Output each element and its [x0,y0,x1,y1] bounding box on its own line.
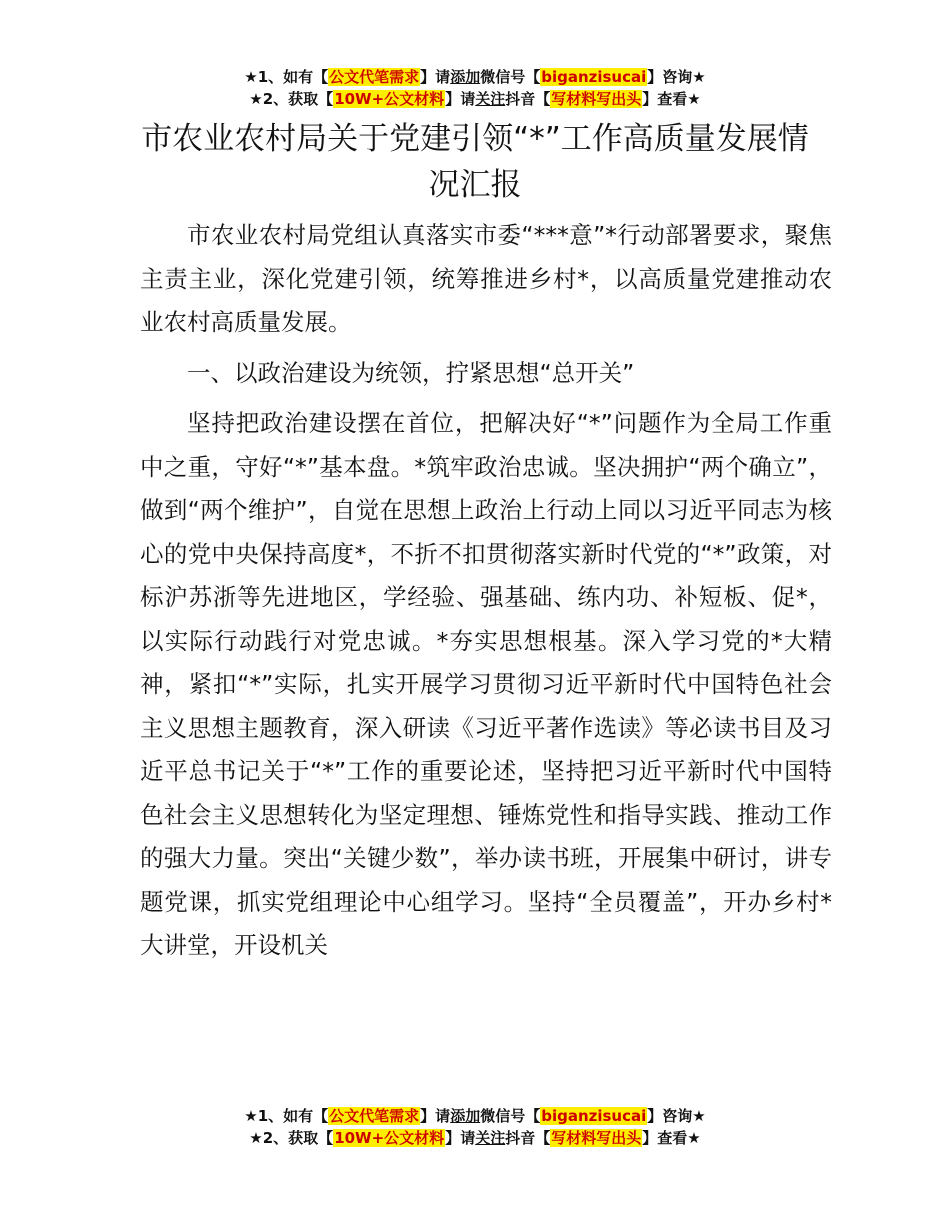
promo-wechat-id: biganzisucai [541,1107,647,1125]
promo-banner-bottom [0,1105,950,1149]
promo-banner-top [0,66,950,110]
promo-text: ★1、如有【 [244,68,329,86]
promo-text: 】请 [445,1129,476,1147]
promo-underlined-text: 添加 [450,68,481,86]
promo-douyin-name: 写材料写出头 [551,1129,642,1147]
promo-underlined-text: 关注 [475,90,506,108]
promo-text: 抖音【 [505,1129,551,1147]
promo-text: 】咨询★ [647,1107,706,1125]
promo-text: 】请 [420,68,451,86]
promo-line-1 [0,66,950,88]
promo-text: 抖音【 [505,90,551,108]
promo-highlight: 10W+公文材料 [334,1129,445,1147]
body-paragraph: 坚持把政治建设摆在首位，把解决好“*”问题作为全局工作重中之重，守好“*”基本盘。*筑牢政治忠诚。坚决拥护“两个确立”，做到“两个维护”，自觉在思想上政治上行动上同以习近平同志为核心的党中央保持高度*，不折不扣贯彻落实新时代党的“*”政策，对标沪苏浙等先进地区，学经验、强基础、练内功、补短板、促*，以实际行动践行对党忠诚。*夯实思想根基。深入学习党的*大精神，紧扣“*”实际，扎实开展学习贯彻习近平新时代中国特色社会主义思想主题教育，深入研读《习近平著作选读》等必读书目及习近平总书记关于“*”工作的重要论述，坚持把习近平新时代中国特色社会主义思想转化为坚定理想、锤炼党性和指导实践、推动工作的强大力量。突出“关键少数”，举办读书班，开展集中研讨，讲专题党课，抓实党组理论中心组学习。坚持“全员覆盖”，开办乡村*大讲堂，开设机关 [140,409,832,959]
promo-text: 】查看★ [642,1129,701,1147]
promo-highlight: 10W+公文材料 [334,90,445,108]
section-heading: 一、以政治建设为统领，拧紧思想“总开关” [187,358,635,387]
promo-line-1 [0,1105,950,1127]
promo-text: 】查看★ [642,90,701,108]
promo-wechat-id: biganzisucai [541,68,647,86]
promo-line-2 [0,88,950,110]
promo-text: 】咨询★ [647,68,706,86]
promo-text: 微信号【 [480,1107,541,1125]
document-body [140,214,832,975]
promo-text: ★2、获取【 [249,1129,334,1147]
promo-text: 】请 [420,1107,451,1125]
promo-highlight: 公文代笔需求 [329,68,420,86]
promo-text: 微信号【 [480,68,541,86]
promo-text: ★1、如有【 [244,1107,329,1125]
document-title: 市农业农村局关于党建引领“*”工作高质量发展情况汇报 [141,121,809,203]
promo-underlined-text: 添加 [450,1107,481,1125]
intro-paragraph: 市农业农村局党组认真落实市委“***意”*行动部署要求，聚焦主责主业，深化党建引领，统筹推进乡村*，以高质量党建推动农业农村高质量发展。 [140,221,832,336]
promo-text: 】请 [445,90,476,108]
promo-line-2 [0,1127,950,1149]
promo-text: ★2、获取【 [249,90,334,108]
promo-underlined-text: 关注 [475,1129,506,1147]
promo-douyin-name: 写材料写出头 [551,90,642,108]
promo-highlight: 公文代笔需求 [329,1107,420,1125]
